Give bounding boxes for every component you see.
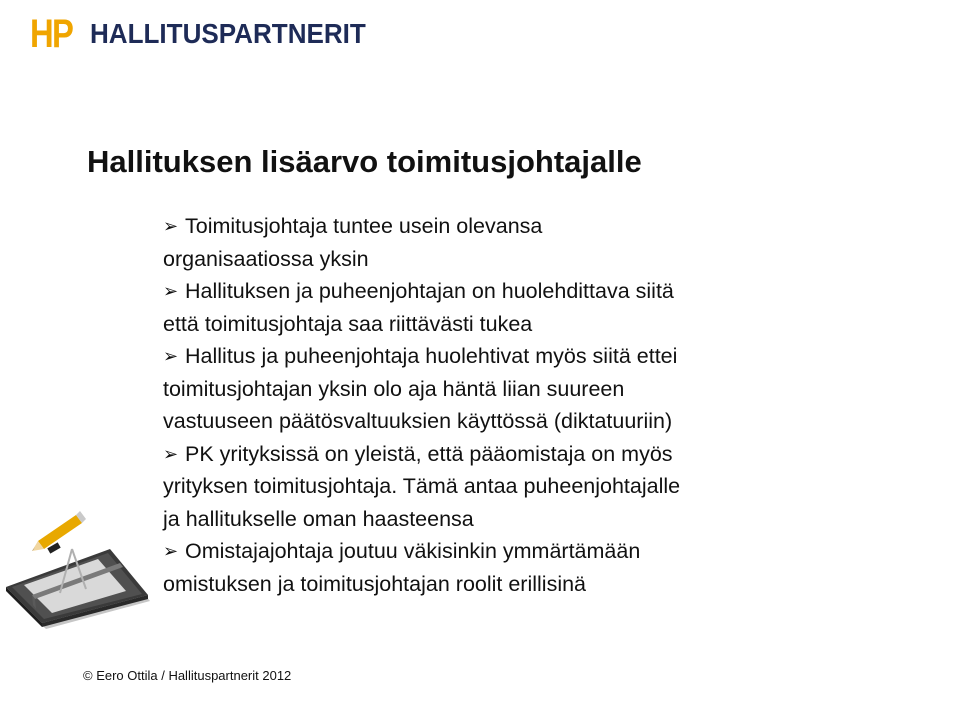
logo-mark: HP [30,12,73,56]
drafting-board-with-pencil-icon [2,505,152,630]
bullet-item [163,275,843,340]
bullet-line: organisaatiossa yksin [163,246,369,271]
bullet-line: että toimitusjohtaja saa riittävästi tukea [163,311,533,336]
bullet-item [163,340,843,438]
bullet-line: Omistajajohtaja joutuu väkisinkin ymmärtämään [185,539,641,563]
arrowhead-bullet-icon: ➢ [163,443,179,464]
bullet-item [163,210,843,275]
bullet-line: toimitusjohtajan yksin olo aja häntä liian suureen [163,376,625,401]
bullet-line: Hallitus ja puheenjohtaja huolehtivat myös siitä ettei [185,344,678,368]
bullet-line: yrityksen toimitusjohtaja. Tämä antaa puheenjohtajalle [163,474,681,498]
logo-name: HALLITUSPARTNERIT [90,18,366,49]
arrowhead-bullet-icon: ➢ [163,541,179,561]
bullet-line: PK yrityksissä on yleistä, että pääomistaja on myös [185,441,673,466]
bullet-item [163,438,843,536]
bullet-list [163,210,843,600]
arrowhead-bullet-icon: ➢ [163,216,179,236]
bullet-line: ja hallitukselle oman haasteensa [163,506,474,531]
bullet-item [163,535,843,600]
company-logo [30,12,387,56]
header [0,0,960,72]
bullet-line: Toimitusjohtaja tuntee usein olevansa [185,214,543,238]
footer-copyright: © Eero Ottila / Hallituspartnerit 2012 [83,668,292,683]
bullet-line: vastuuseen päätösvaltuuksien käyttössä (diktatuuriin) [163,409,673,433]
arrowhead-bullet-icon: ➢ [163,346,179,366]
slide-title: Hallituksen lisäarvo toimitusjohtajalle [87,144,642,179]
bullet-line: omistuksen ja toimitusjohtajan roolit erillisinä [163,571,587,596]
arrowhead-bullet-icon: ➢ [163,281,179,301]
bullet-line: Hallituksen ja puheenjohtajan on huolehdittava siitä [185,279,674,303]
